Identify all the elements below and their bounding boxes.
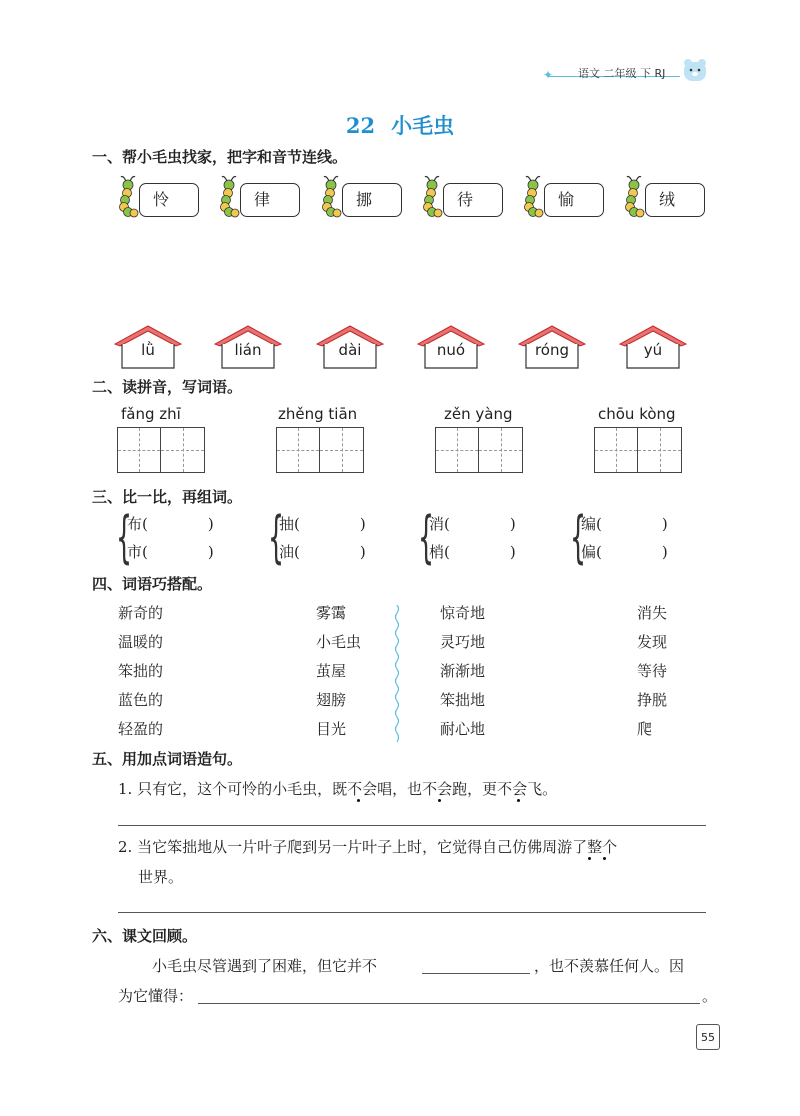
page-number: 55 [696, 1024, 720, 1050]
word-pair-item[interactable]: 布( ) [127, 515, 214, 533]
wavy-divider [394, 605, 400, 742]
match-word[interactable]: 小毛虫 [316, 633, 362, 651]
match-word[interactable]: 茧屋 [316, 662, 347, 680]
match-word[interactable]: 惊奇地 [440, 604, 486, 622]
match-word[interactable]: 雾霭 [316, 604, 347, 622]
caterpillar-icon [621, 174, 645, 218]
match-word[interactable]: 挣脱 [637, 691, 668, 709]
emphasis-dot [603, 857, 606, 860]
caterpillar-icon [115, 174, 139, 218]
match-word[interactable]: 灵巧地 [440, 633, 486, 651]
writing-grid[interactable] [435, 427, 523, 473]
emphasis-dot [588, 857, 591, 860]
lesson-number: 22 [345, 113, 376, 138]
character-box[interactable]: 待 [443, 183, 503, 217]
match-word[interactable]: 笨拙的 [118, 662, 164, 680]
match-word[interactable]: 爬 [637, 720, 653, 738]
emphasis-dot [517, 799, 520, 802]
emphasis-dot [438, 799, 441, 802]
caterpillar-icon [318, 174, 342, 218]
answer-line[interactable] [118, 825, 706, 826]
character-box[interactable]: 律 [240, 183, 300, 217]
match-word[interactable]: 耐心地 [440, 720, 486, 738]
match-word[interactable]: 等待 [637, 662, 668, 680]
pinyin-prompt: chōu kòng [598, 405, 676, 423]
word-pair-item[interactable]: 油( ) [279, 543, 366, 561]
review-text: ，也不羡慕任何人。因 [534, 957, 685, 975]
brace: { [570, 505, 587, 570]
match-word[interactable]: 渐渐地 [440, 662, 486, 680]
pinyin-label[interactable]: nuó [436, 341, 466, 359]
section6-heading: 六、课文回顾。 [92, 927, 198, 945]
match-word[interactable]: 轻盈的 [118, 720, 164, 738]
pinyin-prompt: fǎng zhī [121, 405, 181, 423]
section2-heading: 二、读拼音，写词语。 [92, 378, 243, 396]
sentence-2: 2. 当它笨拙地从一片叶子爬到另一片叶子上时，它觉得自己仿佛周游了整个 [118, 838, 618, 856]
pinyin-label[interactable]: dài [338, 341, 362, 359]
section4-heading: 四、词语巧搭配。 [92, 575, 213, 593]
caterpillar-icon [520, 174, 544, 218]
match-word[interactable]: 新奇的 [118, 604, 164, 622]
word-pair-item[interactable]: 消( ) [429, 515, 516, 533]
match-word[interactable]: 翅膀 [316, 691, 347, 709]
caterpillar-icon [419, 174, 443, 218]
match-word[interactable]: 目光 [316, 720, 347, 738]
emphasis-dot [357, 799, 360, 802]
character-box[interactable]: 挪 [342, 183, 402, 217]
word-pair-item[interactable]: 市( ) [127, 543, 214, 561]
brace: { [418, 505, 435, 570]
pinyin-prompt: zěn yàng [444, 405, 513, 423]
word-pair-item[interactable]: 偏( ) [581, 543, 668, 561]
match-word[interactable]: 消失 [637, 604, 668, 622]
writing-grid[interactable] [276, 427, 364, 473]
word-pair-item[interactable]: 梢( ) [429, 543, 516, 561]
match-word[interactable]: 笨拙地 [440, 691, 486, 709]
section1-heading: 一、帮小毛虫找家，把字和音节连线。 [92, 148, 348, 166]
bear-icon [682, 58, 708, 82]
section3-heading: 三、比一比，再组词。 [92, 488, 243, 506]
pinyin-label[interactable]: yú [643, 341, 663, 359]
blank-line[interactable] [422, 973, 530, 974]
header-text: 语文 二年级 下 RJ [578, 67, 666, 80]
match-word[interactable]: 发现 [637, 633, 668, 651]
lesson-title [0, 110, 800, 140]
review-text: 小毛虫尽管遇到了困难，但它并不 [152, 957, 378, 975]
match-word[interactable]: 蓝色的 [118, 691, 164, 709]
answer-line[interactable] [118, 912, 706, 913]
review-text: 。 [702, 987, 718, 1005]
brace: { [116, 505, 133, 570]
word-pair-item[interactable]: 编( ) [581, 515, 668, 533]
sentence-1: 1. 只有它，这个可怜的小毛虫，既不会唱，也不会跑，更不会飞。 [118, 780, 558, 798]
character-box[interactable]: 怜 [139, 183, 199, 217]
character-box[interactable]: 绒 [645, 183, 705, 217]
pinyin-label[interactable]: lǜ [141, 341, 155, 359]
word-pair-item[interactable]: 抽( ) [279, 515, 366, 533]
blank-line[interactable] [198, 1003, 700, 1004]
character-box[interactable]: 愉 [544, 183, 604, 217]
section5-heading: 五、用加点词语造句。 [92, 750, 243, 768]
pinyin-label[interactable]: róng [534, 341, 570, 359]
writing-grid[interactable] [594, 427, 682, 473]
sentence-2-cont: 世界。 [138, 868, 184, 886]
pinyin-label[interactable]: lián [234, 341, 262, 359]
match-word[interactable]: 温暖的 [118, 633, 164, 651]
caterpillar-icon [216, 174, 240, 218]
star-icon: ✦ [543, 68, 554, 82]
lesson-name: 小毛虫 [391, 114, 455, 138]
brace: { [268, 505, 285, 570]
review-text: 为它懂得： [118, 987, 194, 1005]
writing-grid[interactable] [117, 427, 205, 473]
pinyin-prompt: zhěng tiān [278, 405, 358, 423]
